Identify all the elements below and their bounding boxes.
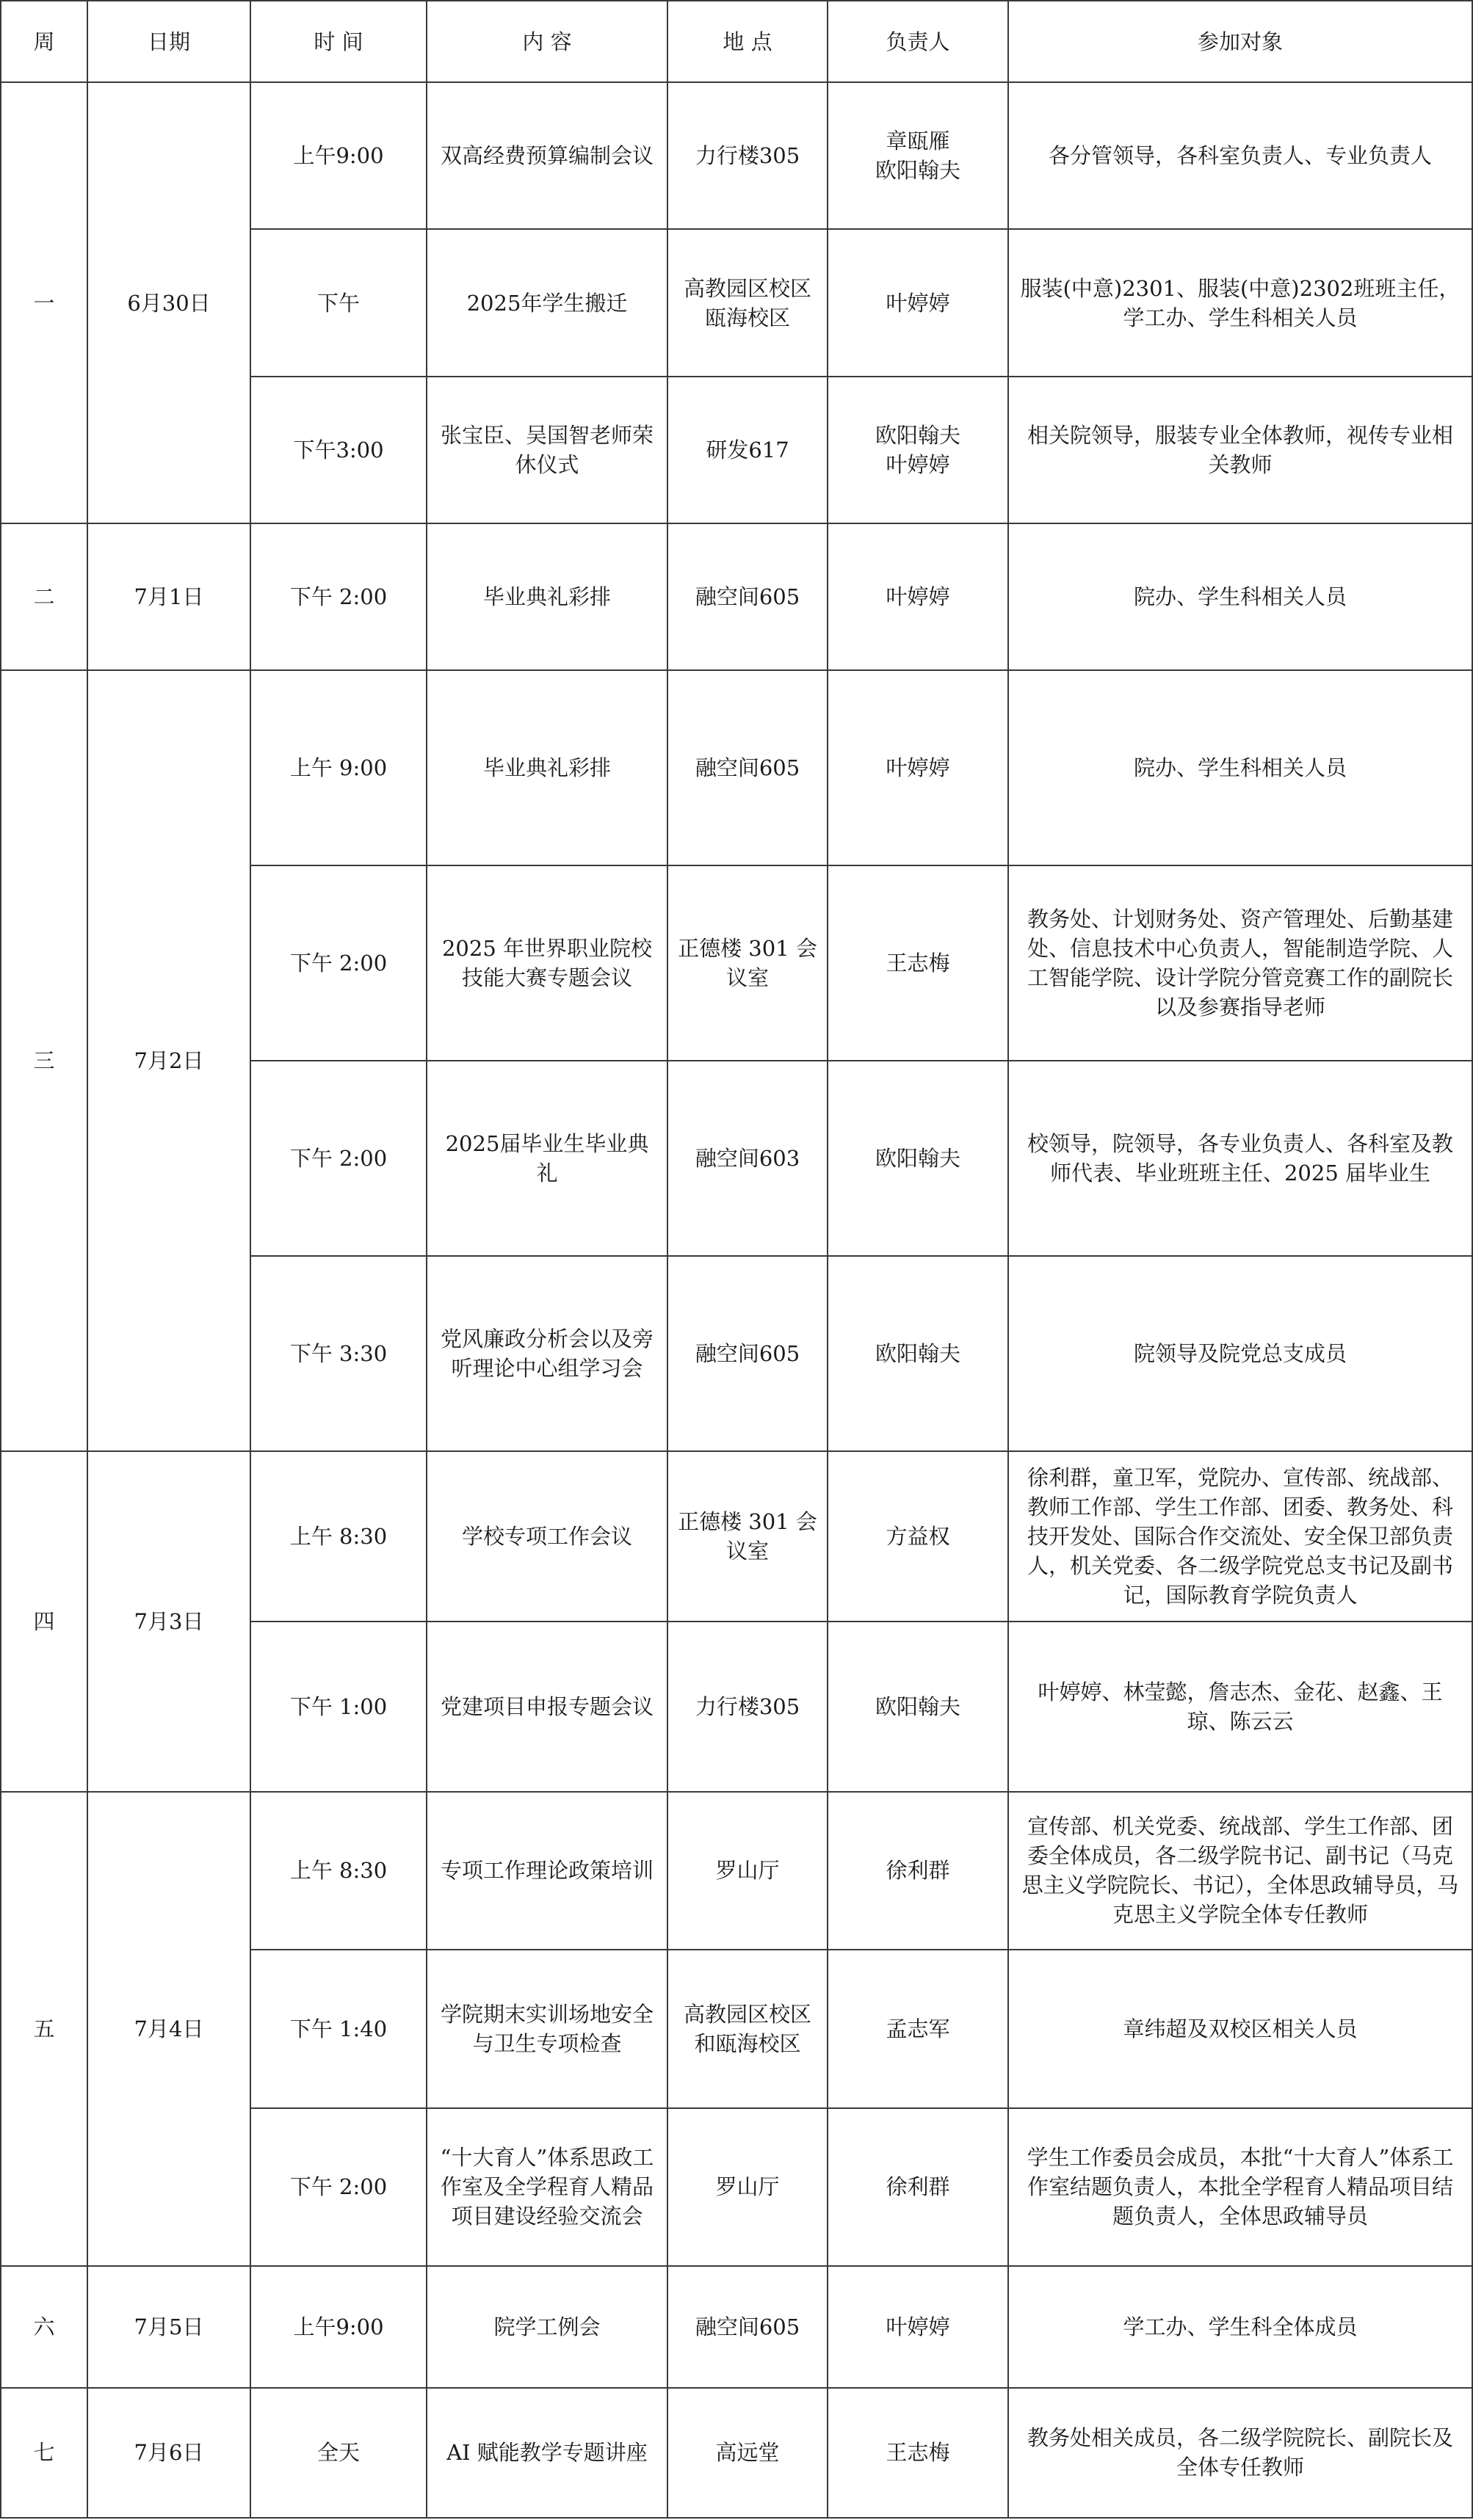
time-cell: 全天 (250, 2388, 427, 2518)
header-row (1, 1, 1472, 82)
time-cell: 下午3:00 (250, 377, 427, 523)
place-cell: 研发617 (667, 377, 828, 523)
date-cell: 7月2日 (87, 670, 250, 1450)
attendees-cell: 徐利群，童卫军，党院办、宣传部、统战部、教师工作部、学生工作部、团委、教务处、科技开发处、国际合作交流处、安全保卫部负责人，机关党委、各二级学院党总支书记及副书记，国际教育学院负责人 (1008, 1451, 1472, 1622)
owner-name: 王志梅 (886, 2440, 950, 2466)
table-row (1, 2266, 1472, 2388)
time-cell: 下午 2:00 (250, 865, 427, 1061)
header-owner: 负责人 (828, 1, 1008, 82)
owner-cell (828, 670, 1008, 865)
time-cell: 上午 8:30 (250, 1792, 427, 1950)
content-cell: “十大育人”体系思政工作室及全学程育人精品项目建设经验交流会 (427, 2108, 667, 2266)
owner-name: 欧阳翰夫 (875, 158, 960, 184)
content-cell: 2025年学生搬迁 (427, 229, 667, 377)
place-cell: 高远堂 (667, 2388, 828, 2518)
owner-name: 王志梅 (886, 951, 950, 976)
place-cell: 力行楼305 (667, 82, 828, 229)
header-weekday: 周 (1, 1, 87, 82)
table-row (1, 1792, 1472, 1950)
date-cell: 7月5日 (87, 2266, 250, 2388)
time-cell: 下午 1:00 (250, 1622, 427, 1792)
header-attendees: 参加对象 (1008, 1, 1472, 82)
attendees-cell: 章纬超及双校区相关人员 (1008, 1950, 1472, 2108)
time-cell: 下午 1:40 (250, 1950, 427, 2108)
attendees-cell: 服装(中意)2301、服装(中意)2302班班主任，学工办、学生科相关人员 (1008, 229, 1472, 377)
date-cell: 7月1日 (87, 523, 250, 670)
place-cell: 高教园区校区瓯海校区 (667, 229, 828, 377)
place-cell: 罗山厅 (667, 2108, 828, 2266)
place-cell: 罗山厅 (667, 1792, 828, 1950)
attendees-cell: 教务处相关成员，各二级学院院长、副院长及全体专任教师 (1008, 2388, 1472, 2518)
attendees-cell: 宣传部、机关党委、统战部、学生工作部、团委全体成员，各二级学院书记、副书记（马克思主义学院院长、书记），全体思政辅导员，马克思主义学院全体专任教师 (1008, 1792, 1472, 1950)
content-cell: 2025届毕业生毕业典礼 (427, 1061, 667, 1256)
content-cell: 毕业典礼彩排 (427, 523, 667, 670)
content-cell: AI 赋能教学专题讲座 (427, 2388, 667, 2518)
owner-cell (828, 2388, 1008, 2518)
owner-cell (828, 229, 1008, 377)
table-row (1, 670, 1472, 865)
attendees-cell: 学工办、学生科全体成员 (1008, 2266, 1472, 2388)
owner-cell (828, 377, 1008, 523)
attendees-cell: 院领导及院党总支成员 (1008, 1256, 1472, 1450)
owner-name: 欧阳翰夫 (875, 1146, 960, 1172)
time-cell: 上午9:00 (250, 2266, 427, 2388)
owner-name: 欧阳翰夫 (875, 423, 960, 449)
owner-cell (828, 82, 1008, 229)
weekday-cell: 五 (1, 1792, 87, 2266)
place-cell: 融空间605 (667, 1256, 828, 1450)
owner-name: 叶婷婷 (886, 755, 950, 781)
table-row (1, 1451, 1472, 1622)
time-cell: 下午 2:00 (250, 523, 427, 670)
content-cell: 2025 年世界职业院校技能大赛专题会议 (427, 865, 667, 1061)
attendees-cell: 院办、学生科相关人员 (1008, 523, 1472, 670)
place-cell: 融空间605 (667, 2266, 828, 2388)
attendees-cell: 院办、学生科相关人员 (1008, 670, 1472, 865)
owner-cell (828, 1061, 1008, 1256)
time-cell: 下午 (250, 229, 427, 377)
attendees-cell: 各分管领导，各科室负责人、专业负责人 (1008, 82, 1472, 229)
content-cell: 学院期末实训场地安全与卫生专项检查 (427, 1950, 667, 2108)
owner-cell (828, 1451, 1008, 1622)
time-cell: 下午 2:00 (250, 2108, 427, 2266)
attendees-cell: 教务处、计划财务处、资产管理处、后勤基建处、信息技术中心负责人，智能制造学院、人工智能学院、设计学院分管竞赛工作的副院长以及参赛指导老师 (1008, 865, 1472, 1061)
owner-cell (828, 1950, 1008, 2108)
owner-cell (828, 1622, 1008, 1792)
header-time: 时 间 (250, 1, 427, 82)
owner-name: 叶婷婷 (886, 452, 950, 478)
date-cell: 7月3日 (87, 1451, 250, 1792)
table-row (1, 2388, 1472, 2518)
date-cell: 7月6日 (87, 2388, 250, 2518)
attendees-cell: 校领导，院领导，各专业负责人、各科室及教师代表、毕业班班主任、2025 届毕业生 (1008, 1061, 1472, 1256)
header-place: 地 点 (667, 1, 828, 82)
header-content: 内 容 (427, 1, 667, 82)
owner-name: 欧阳翰夫 (875, 1340, 960, 1366)
owner-name: 欧阳翰夫 (875, 1693, 960, 1719)
table-row (1, 82, 1472, 229)
owner-cell (828, 2266, 1008, 2388)
place-cell: 力行楼305 (667, 1622, 828, 1792)
time-cell: 下午 2:00 (250, 1061, 427, 1256)
content-cell: 张宝臣、吴国智老师荣休仪式 (427, 377, 667, 523)
date-cell: 7月4日 (87, 1792, 250, 2266)
content-cell: 专项工作理论政策培训 (427, 1792, 667, 1950)
time-cell: 下午 3:30 (250, 1256, 427, 1450)
content-cell: 双高经费预算编制会议 (427, 82, 667, 229)
content-cell: 党风廉政分析会以及旁听理论中心组学习会 (427, 1256, 667, 1450)
owner-name: 章瓯雁 (886, 128, 950, 154)
place-cell: 融空间605 (667, 670, 828, 865)
weekday-cell: 一 (1, 82, 87, 523)
owner-name: 徐利群 (886, 1858, 950, 1884)
owner-cell (828, 1256, 1008, 1450)
content-cell: 院学工例会 (427, 2266, 667, 2388)
owner-name: 方益权 (886, 1523, 950, 1549)
place-cell: 高教园区校区和瓯海校区 (667, 1950, 828, 2108)
owner-cell (828, 865, 1008, 1061)
owner-cell (828, 523, 1008, 670)
owner-cell (828, 1792, 1008, 1950)
place-cell: 融空间605 (667, 523, 828, 670)
place-cell: 正德楼 301 会议室 (667, 865, 828, 1061)
content-cell: 学校专项工作会议 (427, 1451, 667, 1622)
attendees-cell: 相关院领导，服装专业全体教师，视传专业相关教师 (1008, 377, 1472, 523)
attendees-cell: 学生工作委员会成员，本批“十大育人”体系工作室结题负责人，本批全学程育人精品项目结题负责人，全体思政辅导员 (1008, 2108, 1472, 2266)
time-cell: 上午 8:30 (250, 1451, 427, 1622)
content-cell: 毕业典礼彩排 (427, 670, 667, 865)
attendees-cell: 叶婷婷、林莹懿，詹志杰、金花、赵鑫、王琼、陈云云 (1008, 1622, 1472, 1792)
date-cell: 6月30日 (87, 82, 250, 523)
content-cell: 党建项目申报专题会议 (427, 1622, 667, 1792)
table-row (1, 523, 1472, 670)
owner-name: 徐利群 (886, 2174, 950, 2200)
owner-name: 孟志军 (886, 2016, 950, 2041)
time-cell: 上午9:00 (250, 82, 427, 229)
owner-name: 叶婷婷 (886, 584, 950, 610)
time-cell: 上午 9:00 (250, 670, 427, 865)
owner-name: 叶婷婷 (886, 290, 950, 316)
owner-cell (828, 2108, 1008, 2266)
place-cell: 融空间603 (667, 1061, 828, 1256)
weekday-cell: 七 (1, 2388, 87, 2518)
weekday-cell: 四 (1, 1451, 87, 1792)
weekday-cell: 二 (1, 523, 87, 670)
header-date: 日期 (87, 1, 250, 82)
weekday-cell: 三 (1, 670, 87, 1450)
owner-name: 叶婷婷 (886, 2314, 950, 2339)
weekday-cell: 六 (1, 2266, 87, 2388)
place-cell: 正德楼 301 会议室 (667, 1451, 828, 1622)
